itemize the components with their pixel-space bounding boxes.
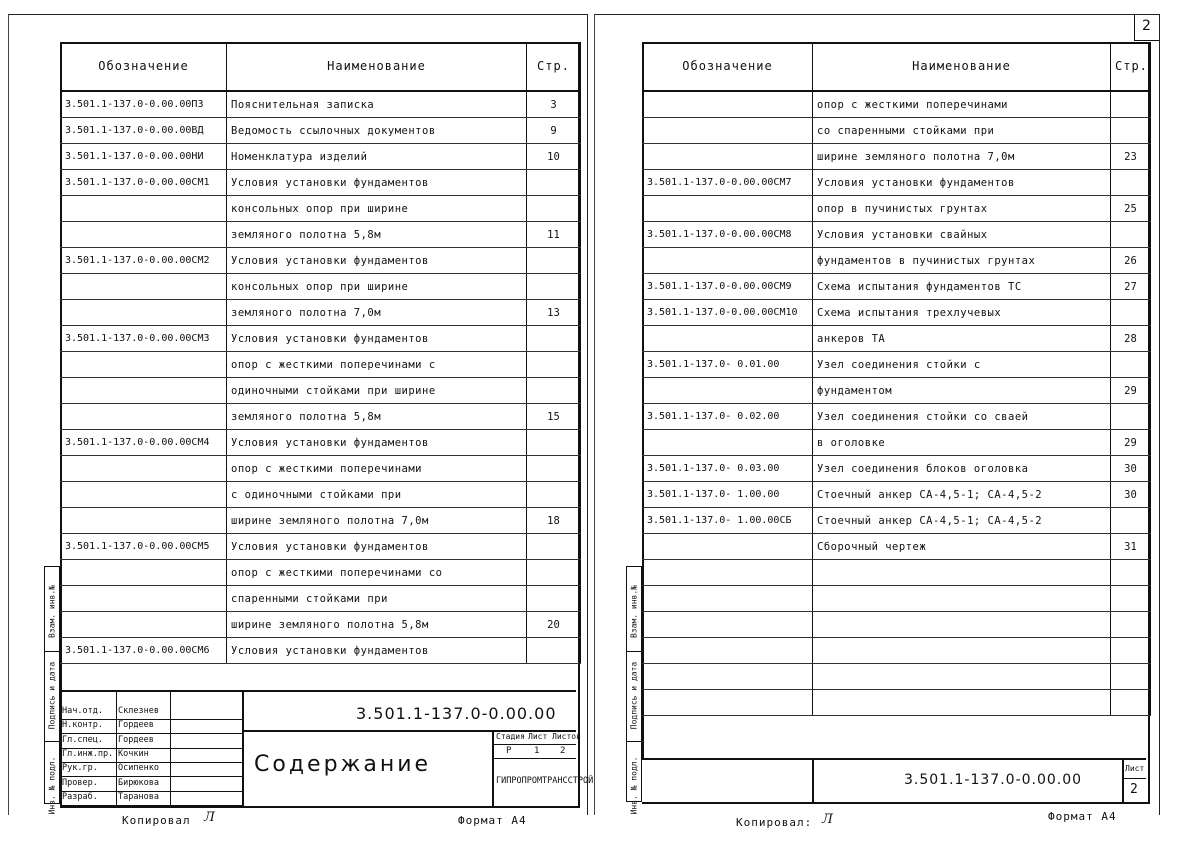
name-cell: спаренными стойками при bbox=[227, 586, 527, 612]
name-cell: Условия установки фундаментов bbox=[227, 638, 527, 664]
table-row bbox=[643, 534, 1151, 560]
designation-cell bbox=[643, 91, 813, 118]
name-cell: Номенклатура изделий bbox=[227, 144, 527, 170]
designation-cell bbox=[61, 456, 227, 482]
table-row bbox=[643, 91, 1151, 118]
page-cell: 11 bbox=[527, 222, 581, 248]
right-name-header: Наименование bbox=[813, 42, 1111, 91]
page-cell: 25 bbox=[1111, 196, 1151, 222]
page-header: Стр. bbox=[527, 42, 581, 91]
name-cell: Стоечный анкер СА-4,5-1; СА-4,5-2 bbox=[813, 508, 1111, 534]
right-sheet-header: Лист bbox=[1125, 764, 1145, 773]
page-cell: 3 bbox=[527, 91, 581, 118]
designation-cell: 3.501.1-137.0-0.00.00СМ7 bbox=[643, 170, 813, 196]
page-cell bbox=[527, 586, 581, 612]
designation-cell bbox=[643, 248, 813, 274]
left-doc-code: 3.501.1-137.0-0.00.00 bbox=[356, 704, 557, 723]
designation-cell: 3.501.1-137.0-0.00.00СМ2 bbox=[61, 248, 227, 274]
table-row bbox=[643, 560, 1151, 586]
designation-cell: 3.501.1-137.0-0.00.00СМ3 bbox=[61, 326, 227, 352]
stage-value: Р bbox=[506, 746, 512, 756]
designation-cell: 3.501.1-137.0-0.00.00СМ1 bbox=[61, 170, 227, 196]
name-cell: Условия установки фундаментов bbox=[813, 170, 1111, 196]
designation-cell bbox=[643, 430, 813, 456]
name-cell: одиночными стойками при ширине bbox=[227, 378, 527, 404]
page-cell: 29 bbox=[1111, 378, 1151, 404]
name-cell: Условия установки фундаментов bbox=[227, 170, 527, 196]
name-cell: Условия установки фундаментов bbox=[227, 430, 527, 456]
name-header: Наименование bbox=[227, 42, 527, 91]
name-cell: Узел соединения стойки со сваей bbox=[813, 404, 1111, 430]
table-row bbox=[61, 508, 581, 534]
designation-cell: 3.501.1-137.0-0.00.00НИ bbox=[61, 144, 227, 170]
left-copied: Копировал bbox=[122, 814, 191, 827]
designation-cell bbox=[61, 586, 227, 612]
table-row bbox=[61, 378, 581, 404]
left-contents-table bbox=[60, 42, 581, 664]
name-cell: консольных опор при ширине bbox=[227, 196, 527, 222]
name-cell: земляного полотна 5,8м bbox=[227, 404, 527, 430]
name-cell bbox=[813, 690, 1111, 716]
left-side-strip bbox=[44, 566, 60, 815]
right-doc-code: 3.501.1-137.0-0.00.00 bbox=[904, 772, 1083, 788]
designation-cell bbox=[643, 534, 813, 560]
right-copied-signature: Л bbox=[822, 812, 834, 827]
page-cell bbox=[1111, 91, 1151, 118]
page-cell: 27 bbox=[1111, 274, 1151, 300]
left-format: Формат А4 bbox=[458, 814, 527, 827]
table-row bbox=[61, 456, 581, 482]
table-row bbox=[643, 170, 1151, 196]
signature-name: Гордеев bbox=[118, 720, 154, 731]
table-row bbox=[643, 404, 1151, 430]
designation-cell: 3.501.1-137.0-0.00.00СМ8 bbox=[643, 222, 813, 248]
sheets-header: Листов bbox=[552, 732, 581, 741]
name-cell bbox=[813, 612, 1111, 638]
page-cell bbox=[527, 456, 581, 482]
table-row bbox=[643, 638, 1151, 664]
org-name: ГИПРОПРОМТРАНССТРОЙ bbox=[496, 776, 594, 786]
name-cell: опор с жесткими поперечинами bbox=[227, 456, 527, 482]
sheet-header: Лист bbox=[528, 732, 548, 741]
right-side-label-replace: Взам. инв.№ bbox=[629, 585, 639, 638]
name-cell bbox=[813, 560, 1111, 586]
designation-cell: 3.501.1-137.0-0.00.00ПЗ bbox=[61, 91, 227, 118]
page-cell bbox=[527, 430, 581, 456]
left-title-block bbox=[60, 690, 594, 806]
designation-cell bbox=[643, 586, 813, 612]
page-cell bbox=[1111, 664, 1151, 690]
designation-cell bbox=[643, 560, 813, 586]
signature-role: Гл.инж.пр. bbox=[62, 748, 114, 759]
table-row bbox=[643, 196, 1151, 222]
signature-name: Таранова bbox=[118, 791, 159, 802]
designation-cell bbox=[61, 222, 227, 248]
table-row bbox=[61, 274, 581, 300]
page-cell bbox=[527, 326, 581, 352]
table-row bbox=[61, 196, 581, 222]
name-cell: Стоечный анкер СА-4,5-1; СА-4,5-2 bbox=[813, 482, 1111, 508]
page-cell bbox=[1111, 352, 1151, 378]
signature-role: Рук.гр. bbox=[62, 763, 98, 774]
table-row bbox=[643, 482, 1151, 508]
signature-name: Кочкин bbox=[118, 748, 149, 759]
page-cell bbox=[527, 170, 581, 196]
signature-divider bbox=[60, 805, 242, 806]
page-cell: 9 bbox=[527, 118, 581, 144]
table-row bbox=[643, 118, 1151, 144]
name-cell: фундаментов в пучинистых грунтах bbox=[813, 248, 1111, 274]
page-cell bbox=[527, 196, 581, 222]
table-row bbox=[61, 430, 581, 456]
designation-cell bbox=[61, 196, 227, 222]
signature-role: Гл.спец. bbox=[62, 734, 103, 745]
table-row bbox=[643, 248, 1151, 274]
table-row bbox=[643, 586, 1151, 612]
table-row bbox=[61, 638, 581, 664]
right-copied: Копировал: bbox=[736, 816, 813, 829]
name-cell: Схема испытания трехлучевых bbox=[813, 300, 1111, 326]
side-label-inventory: Инв. № подл. bbox=[47, 756, 57, 815]
name-cell: Схема испытания фундаментов ТС bbox=[813, 274, 1111, 300]
name-cell: Узел соединения стойки с bbox=[813, 352, 1111, 378]
right-page-number-box bbox=[1134, 14, 1159, 41]
designation-cell bbox=[643, 118, 813, 144]
table-row bbox=[643, 664, 1151, 690]
page-cell bbox=[1111, 300, 1151, 326]
page-cell: 13 bbox=[527, 300, 581, 326]
table-row bbox=[643, 690, 1151, 716]
name-cell bbox=[813, 638, 1111, 664]
page-cell bbox=[1111, 508, 1151, 534]
designation-cell: 3.501.1-137.0-0.00.00СМ4 bbox=[61, 430, 227, 456]
table-row bbox=[643, 144, 1151, 170]
name-cell: в оголовке bbox=[813, 430, 1111, 456]
designation-cell bbox=[643, 326, 813, 352]
name-cell: Узел соединения блоков оголовка bbox=[813, 456, 1111, 482]
name-cell: Сборочный чертеж bbox=[813, 534, 1111, 560]
designation-cell bbox=[643, 690, 813, 716]
page-cell: 20 bbox=[527, 612, 581, 638]
name-cell bbox=[813, 586, 1111, 612]
page-cell bbox=[1111, 118, 1151, 144]
name-cell: Условия установки фундаментов bbox=[227, 534, 527, 560]
right-page-number: 2 bbox=[1142, 18, 1151, 34]
signature-role: Провер. bbox=[62, 777, 98, 788]
page-cell bbox=[527, 378, 581, 404]
designation-header: Обозначение bbox=[61, 42, 227, 91]
designation-cell: 3.501.1-137.0- 0.02.00 bbox=[643, 404, 813, 430]
name-cell: опор с жесткими поперечинами bbox=[813, 91, 1111, 118]
right-title-block bbox=[642, 758, 1146, 802]
name-cell: Условия установки фундаментов bbox=[227, 248, 527, 274]
page-cell bbox=[527, 534, 581, 560]
page-cell: 23 bbox=[1111, 144, 1151, 170]
table-row bbox=[61, 118, 581, 144]
right-page-header: Стр. bbox=[1111, 42, 1151, 91]
page-cell: 31 bbox=[1111, 534, 1151, 560]
table-row bbox=[643, 222, 1151, 248]
name-cell: ширине земляного полотна 7,0м bbox=[227, 508, 527, 534]
table-row bbox=[61, 300, 581, 326]
designation-cell bbox=[61, 560, 227, 586]
page-cell bbox=[1111, 638, 1151, 664]
table-row bbox=[61, 91, 581, 118]
page-cell bbox=[1111, 612, 1151, 638]
page-cell bbox=[527, 638, 581, 664]
designation-cell bbox=[643, 378, 813, 404]
designation-cell bbox=[61, 404, 227, 430]
right-side-strip bbox=[626, 566, 642, 815]
page-cell bbox=[1111, 222, 1151, 248]
right-sheet-value: 2 bbox=[1130, 782, 1138, 797]
table-row bbox=[643, 508, 1151, 534]
name-cell: опор с жесткими поперечинами с bbox=[227, 352, 527, 378]
name-cell: анкеров ТА bbox=[813, 326, 1111, 352]
designation-cell bbox=[61, 378, 227, 404]
name-cell: с одиночными стойками при bbox=[227, 482, 527, 508]
designation-cell bbox=[643, 612, 813, 638]
page-cell: 26 bbox=[1111, 248, 1151, 274]
signature-name: Осипенко bbox=[118, 763, 159, 774]
sheet-value: 1 bbox=[534, 746, 540, 756]
name-cell bbox=[813, 664, 1111, 690]
signature-name: Склезнев bbox=[118, 706, 159, 716]
name-cell: земляного полотна 5,8м bbox=[227, 222, 527, 248]
page-cell bbox=[1111, 560, 1151, 586]
signature-name: Бирюкова bbox=[118, 777, 159, 788]
table-row bbox=[61, 352, 581, 378]
signature-role: Разраб. bbox=[62, 791, 98, 802]
page-cell: 10 bbox=[527, 144, 581, 170]
table-row bbox=[61, 248, 581, 274]
table-row bbox=[61, 222, 581, 248]
name-cell: опор в пучинистых грунтах bbox=[813, 196, 1111, 222]
designation-cell bbox=[61, 274, 227, 300]
table-row bbox=[61, 144, 581, 170]
signature-role: Н.контр. bbox=[62, 720, 103, 731]
table-row bbox=[643, 274, 1151, 300]
designation-cell bbox=[61, 508, 227, 534]
page-cell bbox=[1111, 690, 1151, 716]
designation-cell bbox=[643, 196, 813, 222]
page-cell bbox=[527, 560, 581, 586]
designation-cell bbox=[643, 638, 813, 664]
left-doc-title: Содержание bbox=[254, 752, 432, 777]
designation-cell bbox=[643, 144, 813, 170]
name-cell: Условия установки свайных bbox=[813, 222, 1111, 248]
designation-cell bbox=[61, 612, 227, 638]
designation-cell: 3.501.1-137.0-0.00.00СМ6 bbox=[61, 638, 227, 664]
table-row bbox=[61, 404, 581, 430]
designation-cell: 3.501.1-137.0- 1.00.00СБ bbox=[643, 508, 813, 534]
designation-cell: 3.501.1-137.0- 0.03.00 bbox=[643, 456, 813, 482]
page-cell: 30 bbox=[1111, 456, 1151, 482]
side-label-replace: Взам. инв.№ bbox=[47, 585, 57, 638]
page-cell bbox=[1111, 170, 1151, 196]
designation-cell: 3.501.1-137.0-0.00.00ВД bbox=[61, 118, 227, 144]
page-cell: 28 bbox=[1111, 326, 1151, 352]
page-cell bbox=[527, 248, 581, 274]
name-cell: Пояснительная записка bbox=[227, 91, 527, 118]
table-row bbox=[61, 612, 581, 638]
table-row bbox=[643, 430, 1151, 456]
name-cell: Ведомость ссылочных документов bbox=[227, 118, 527, 144]
table-row bbox=[61, 482, 581, 508]
table-row bbox=[61, 560, 581, 586]
designation-cell: 3.501.1-137.0-0.00.00СМ10 bbox=[643, 300, 813, 326]
name-cell: фундаментом bbox=[813, 378, 1111, 404]
page-cell bbox=[1111, 586, 1151, 612]
designation-cell: 3.501.1-137.0-0.00.00СМ9 bbox=[643, 274, 813, 300]
signature-role: Нач.отд. bbox=[62, 706, 103, 716]
page-cell bbox=[527, 352, 581, 378]
designation-cell: 3.501.1-137.0-0.00.00СМ5 bbox=[61, 534, 227, 560]
page-cell bbox=[527, 274, 581, 300]
table-row bbox=[643, 612, 1151, 638]
designation-cell: 3.501.1-137.0- 1.00.00 bbox=[643, 482, 813, 508]
table-row bbox=[643, 300, 1151, 326]
designation-cell bbox=[61, 352, 227, 378]
signature-name: Гордеев bbox=[118, 734, 154, 745]
table-row bbox=[643, 326, 1151, 352]
page-cell bbox=[1111, 404, 1151, 430]
table-row bbox=[61, 586, 581, 612]
table-row bbox=[61, 534, 581, 560]
name-cell: ширине земляного полотна 7,0м bbox=[813, 144, 1111, 170]
designation-cell bbox=[61, 482, 227, 508]
table-row bbox=[643, 456, 1151, 482]
side-label-signature: Подпись и дата bbox=[47, 661, 57, 730]
table-row bbox=[643, 378, 1151, 404]
page-cell: 15 bbox=[527, 404, 581, 430]
name-cell: консольных опор при ширине bbox=[227, 274, 527, 300]
designation-cell: 3.501.1-137.0- 0.01.00 bbox=[643, 352, 813, 378]
right-side-label-signature: Подпись и дата bbox=[629, 661, 639, 730]
stage-header: Стадия bbox=[496, 732, 525, 741]
name-cell: опор с жесткими поперечинами со bbox=[227, 560, 527, 586]
table-row bbox=[61, 170, 581, 196]
name-cell: земляного полотна 7,0м bbox=[227, 300, 527, 326]
page-cell: 30 bbox=[1111, 482, 1151, 508]
name-cell: со спаренными стойками при bbox=[813, 118, 1111, 144]
page-cell: 18 bbox=[527, 508, 581, 534]
name-cell: ширине земляного полотна 5,8м bbox=[227, 612, 527, 638]
left-copied-signature: Л bbox=[204, 810, 216, 825]
table-row bbox=[643, 352, 1151, 378]
right-format: Формат А4 bbox=[1048, 810, 1117, 823]
designation-cell bbox=[643, 664, 813, 690]
right-designation-header: Обозначение bbox=[643, 42, 813, 91]
page-cell: 29 bbox=[1111, 430, 1151, 456]
right-side-label-inventory: Инв. № подл. bbox=[629, 756, 639, 815]
name-cell: Условия установки фундаментов bbox=[227, 326, 527, 352]
page-cell bbox=[527, 482, 581, 508]
right-contents-table bbox=[642, 42, 1151, 716]
designation-cell bbox=[61, 300, 227, 326]
sheets-value: 2 bbox=[560, 746, 566, 756]
table-row bbox=[61, 326, 581, 352]
